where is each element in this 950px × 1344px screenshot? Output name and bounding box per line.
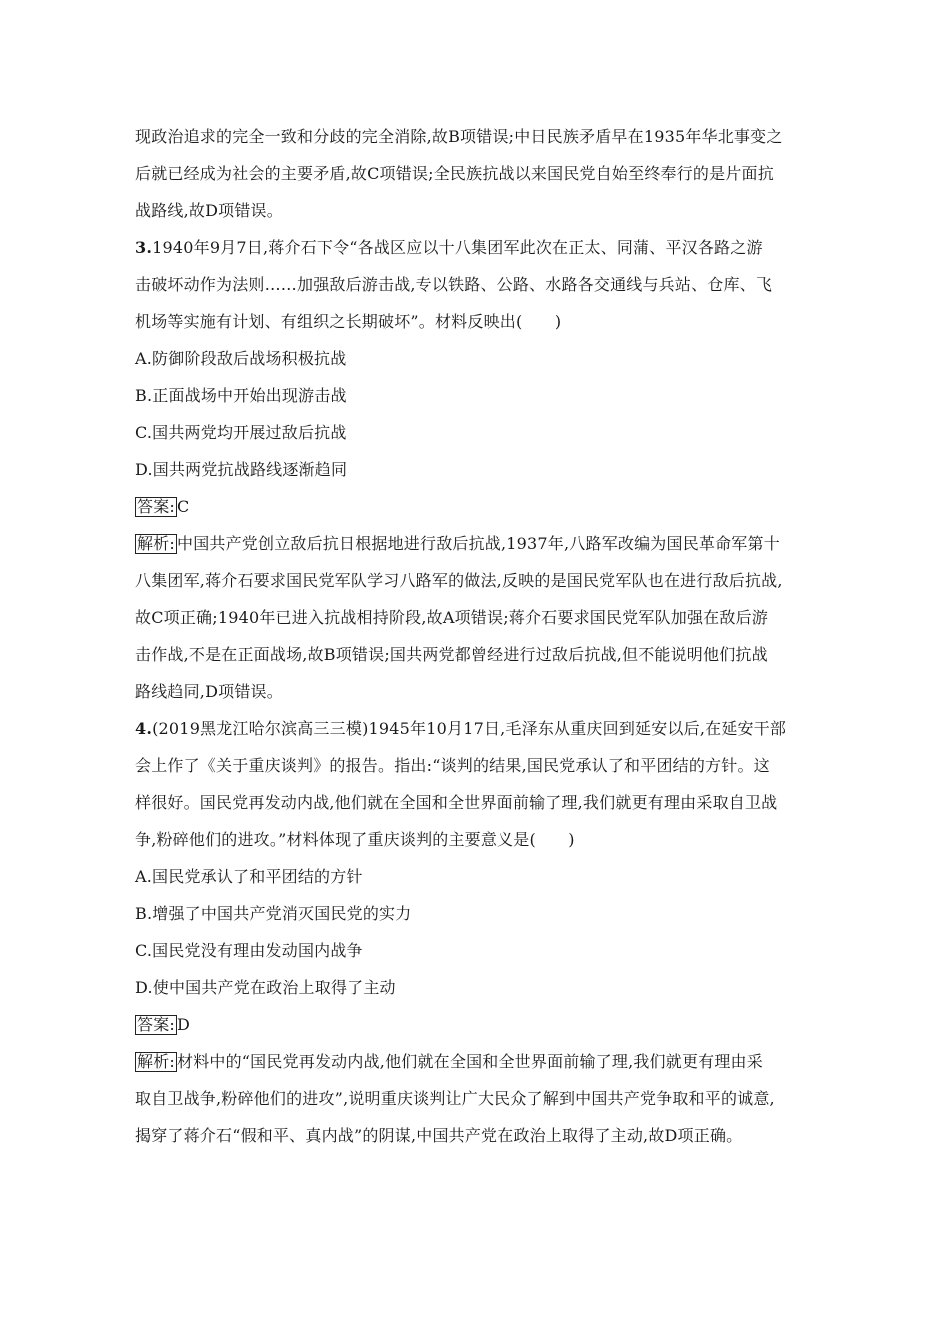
question-3: [135, 229, 815, 710]
analysis-text: 中国共产党创立敌后抗日根据地进行敌后抗战,1937年,八路军改编为国民革命军第十: [177, 534, 780, 553]
analysis-line: 故C项正确;1940年已进入抗战相持阶段,故A项错误;蒋介石要求国民党军队加强在敌后游: [135, 608, 768, 627]
option-b: B.增强了中国共产党消灭国民党的实力: [135, 904, 412, 923]
analysis-line: 八集团军,蒋介石要求国民党军队学习八路军的做法,反映的是国民党军队也在进行敌后抗战,: [135, 571, 783, 590]
question-stem-line: 击破坏动作为法则……加强敌后游击战,专以铁路、公路、水路各交通线与兵站、仓库、飞: [135, 275, 773, 294]
text-line: 现政治追求的完全一致和分歧的完全消除,故B项错误;中日民族矛盾早在1935年华北事变之: [135, 127, 783, 146]
analysis-line: 击作战,不是在正面战场,故B项错误;国共两党都曾经进行过敌后抗战,但不能说明他们抗战: [135, 645, 768, 664]
question-stem-line: [135, 710, 815, 747]
question-stem-text: 1940年9月7日,蒋介石下令“各战区应以十八集团军此次在正太、同蒲、平汉各路之游: [152, 238, 763, 257]
text-line: 战路线,故D项错误。: [135, 201, 283, 220]
question-stem-line: 争,粉碎他们的进攻。”材料体现了重庆谈判的主要意义是( ): [135, 830, 575, 849]
question-stem-line: 会上作了《关于重庆谈判》的报告。指出:“谈判的结果,国民党承认了和平团结的方针。这: [135, 756, 770, 775]
option-c: C.国共两党均开展过敌后抗战: [135, 423, 347, 442]
analysis-label: 解析:: [137, 534, 175, 553]
question-stem-line: 样很好。国民党再发动内战,他们就在全国和全世界面前输了理,我们就更有理由采取自卫战: [135, 793, 778, 812]
answer-value: D: [177, 1015, 191, 1034]
analysis-line: 揭穿了蒋介石“假和平、真内战”的阴谋,中国共产党在政治上取得了主动,故D项正确。: [135, 1126, 743, 1145]
option-a: A.防御阶段敌后战场积极抗战: [135, 349, 347, 368]
option-d: D.国共两党抗战路线逐渐趋同: [135, 460, 348, 479]
option-d: D.使中国共产党在政治上取得了主动: [135, 978, 396, 997]
answer-label: 答案:: [137, 497, 175, 516]
analysis-line: [135, 525, 815, 562]
question-number: 4.: [135, 719, 153, 738]
question-stem-line: [135, 229, 815, 266]
answer-label: 答案:: [137, 1015, 175, 1034]
analysis-text: 材料中的“国民党再发动内战,他们就在全国和全世界面前输了理,我们就更有理由采: [177, 1052, 763, 1071]
option-a: A.国民党承认了和平团结的方针: [135, 867, 363, 886]
option-b: B.正面战场中开始出现游击战: [135, 386, 347, 405]
option-c: C.国民党没有理由发动国内战争: [135, 941, 363, 960]
analysis-line: 路线趋同,D项错误。: [135, 682, 283, 701]
question-stem-line: 机场等实施有计划、有组织之长期破坏”。材料反映出( ): [135, 312, 562, 331]
text-line: 后就已经成为社会的主要矛盾,故C项错误;全民族抗战以来国民党自始至终奉行的是片面抗: [135, 164, 774, 183]
analysis-line: [135, 1043, 815, 1080]
previous-analysis-continuation: [135, 118, 815, 229]
analysis-label: 解析:: [137, 1052, 175, 1071]
analysis-line: 取自卫战争,粉碎他们的进攻”,说明重庆谈判让广大民众了解到中国共产党争取和平的诚意,: [135, 1089, 775, 1108]
document-page: [135, 118, 815, 1154]
answer-value: C: [177, 497, 190, 516]
answer-line: [135, 1006, 815, 1043]
question-number: 3.: [135, 238, 153, 257]
question-4: [135, 710, 815, 1154]
answer-line: [135, 488, 815, 525]
question-stem-text: (2019黑龙江哈尔滨高三三模)1945年10月17日,毛泽东从重庆回到延安以后,在延安干部: [152, 719, 787, 738]
